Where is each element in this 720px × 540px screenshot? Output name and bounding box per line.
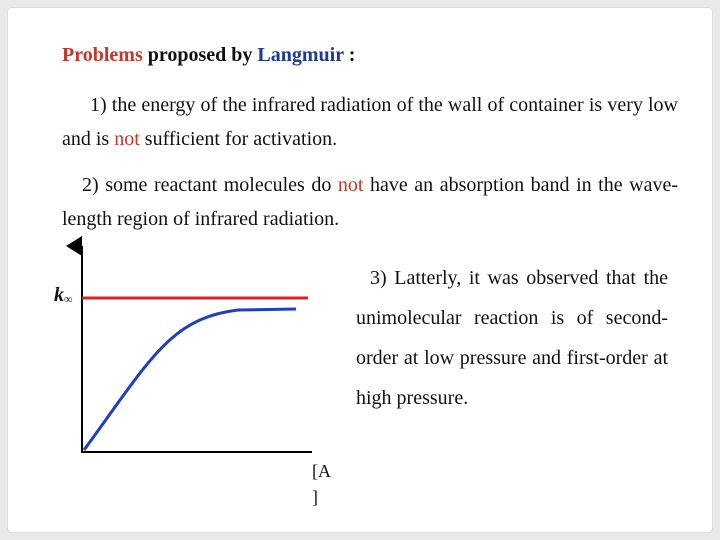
paragraph-1-not: not (114, 128, 140, 150)
y-axis-label-k: k (54, 284, 64, 306)
paragraph-3: 3) Latterly, it was observed that the unimolecular reaction is of second-order at low pressure and first-order at high pressure. (356, 267, 668, 409)
rate-constant-curve (84, 309, 296, 450)
y-axis-label (54, 284, 73, 307)
title-langmuir: Langmuir (257, 44, 344, 66)
paragraph-2-not: not (337, 174, 364, 196)
paragraph-1-text-before: 1) the energy of the infrared radiation of the wall of container is very low and is (62, 94, 678, 150)
title-colon: : (343, 44, 356, 66)
title-proposed-by: proposed by (142, 44, 258, 66)
x-axis-label: [A ] (312, 461, 331, 507)
y-axis-label-subscript: ∞ (64, 292, 73, 306)
paragraph-2-text-before: 2) some reactant molecules do (82, 174, 338, 196)
paragraph-2-text-after: have an absorption band in the wave-length region of infrared radiation. (62, 174, 678, 230)
title-problems: Problems (62, 44, 143, 66)
paragraph-1-text-after: sufficient for activation. (139, 128, 338, 150)
